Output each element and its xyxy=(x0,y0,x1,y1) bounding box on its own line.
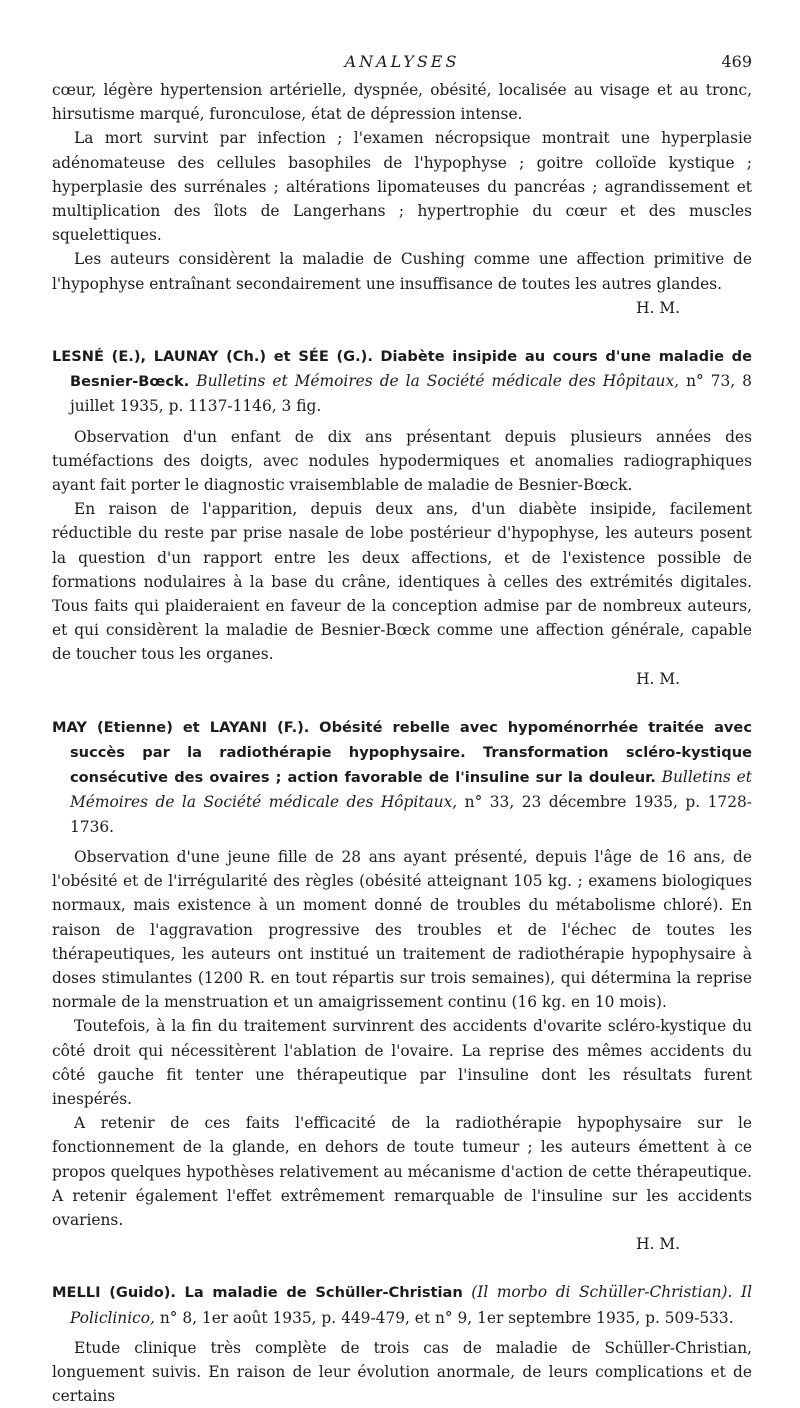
entry-title: Diabète insipide au cours d'une maladie de Besnier-Bœck. xyxy=(70,348,753,391)
entry-journal: (Il morbo di Schüller-Christian). Il Policlinico, xyxy=(70,1283,752,1327)
entry-paragraph: Toutefois, à la fin du traitement survinrent des accidents d'ovarite scléro-kystique du côté droit qui nécessitèrent l'ablation de l'ovaire. La reprise des mêmes accidents du côté gauche fit tenter une thérapeutique par l'insuline dont les résultats furent inespérés. xyxy=(52,1017,752,1108)
entry-heading xyxy=(52,1280,752,1329)
entry-authors: MELLI (Guido). xyxy=(52,1284,176,1302)
entry-journal: Bulletins et Mémoires de la Société médicale des Hôpitaux, xyxy=(196,372,680,391)
entry-title: La maladie de Schüller-Christian xyxy=(184,1284,463,1302)
running-title: ANALYSES xyxy=(344,52,460,71)
entry-paragraph: En raison de l'apparition, depuis deux ans, d'un diabète insipide, facilement réductible du reste par prise nasale de lobe postérieur d'hypophyse, les auteurs posent la question d'un rapport entre les deux affections, et de l'existence possible de formations nodulaires à la base du crâne, identiques à celles des extrémités digitales. Tous faits qui plaideraient en faveur de la conception admise par de nombreux auteurs, et qui considèrent la maladie de Besnier-Bœck comme une affection générale, capable de toucher tous les organes. xyxy=(52,500,752,664)
intro-section xyxy=(52,78,752,320)
entry-authors: MAY (Etienne) et LAYANI (F.). xyxy=(52,718,310,736)
entry-heading xyxy=(52,715,752,839)
intro-paragraph: Les auteurs considèrent la maladie de Cushing comme une affection primitive de l'hypophyse entraînant secondairement une insuffisance de toutes les autres glandes. xyxy=(52,250,752,293)
abstract-entry xyxy=(52,344,752,691)
abstract-entry xyxy=(52,1280,752,1408)
signature: H. M. xyxy=(636,298,680,317)
page-number: 469 xyxy=(721,52,752,71)
entry-paragraph: A retenir de ces faits l'efficacité de la radiothérapie hypophysaire sur le fonctionnement de la glande, en dehors de toute tumeur ; les auteurs émettent à ce propos quelques hypothèses relativement au mécanisme d'action de cette thérapeutique. A retenir également l'effet extrêmement remarquable de l'insuline sur les accidents ovariens. xyxy=(52,1114,752,1229)
page-header xyxy=(52,52,752,78)
entry-heading xyxy=(52,344,752,419)
entry-citation: n° 73, 8 juillet 1935, p. 1137-1146, 3 fig. xyxy=(70,372,752,416)
entry-journal: Bulletins et Mémoires de la Société médicale des Hôpitaux, xyxy=(70,768,752,812)
entry-authors: LESNÉ (E.), LAUNAY (Ch.) et SÉE (G.). xyxy=(52,348,373,366)
entry-citation: n° 33, 23 décembre 1935, p. 1728-1736. xyxy=(70,793,752,836)
intro-paragraph: cœur, légère hypertension artérielle, dyspnée, obésité, localisée au visage et au tronc, hirsutisme marqué, furonculose, état de dépression intense. xyxy=(52,81,752,124)
entry-paragraph: Etude clinique très complète de trois cas de maladie de Schüller-Christian, longuement suivis. En raison de leur évolution anormale, de leurs complications et de certains xyxy=(52,1338,752,1406)
entry-paragraph: Observation d'une jeune fille de 28 ans ayant présenté, depuis l'âge de 16 ans, de l'obésité et de l'irrégularité des règles (obésité atteignant 105 kg. ; examens biologiques normaux, mais existence à un moment donné de troubles du métabolisme chloré). En raison de l'aggravation progressive des troubles et de l'échec de toutes les thérapeutiques, les auteurs ont institué un traitement de radiothérapie hypophysaire à doses stimulantes (1200 R. en tout répartis sur trois semaines), qui détermina la reprise normale de la menstruation et un amaigrissement continu (16 kg. en 10 mois). xyxy=(52,847,752,1012)
entry-citation: n° 8, 1er août 1935, p. 449-479, et n° 9, 1er septembre 1935, p. 509-533. xyxy=(159,1308,734,1327)
document-page xyxy=(52,52,752,1408)
intro-paragraph: La mort survint par infection ; l'examen nécropsique montrait une hyperplasie adénomateuse des cellules basophiles de l'hypophyse ; goitre colloïde kystique ; hyperplasie des surrénales ; altérations lipomateuses du pancréas ; agrandissement et multiplication des îlots de Langerhans ; hypertrophie du cœur et des muscles squelettiques. xyxy=(52,129,752,245)
abstract-entry xyxy=(52,715,752,1256)
signature: H. M. xyxy=(636,669,680,688)
entry-paragraph: Observation d'un enfant de dix ans présentant depuis plusieurs années des tuméfactions des doigts, avec nodules hypodermiques et anomalies radiographiques ayant fait porter le diagnostic vraisemblable de maladie de Besnier-Bœck. xyxy=(52,427,752,495)
signature: H. M. xyxy=(636,1235,680,1254)
entry-title: Obésité rebelle avec hypoménorrhée traitée avec succès par la radiothérapie hypophysaire. Transformation scléro-kystique consécutive des ovaires ; action favorable de l'insuline sur la douleur. xyxy=(70,718,752,787)
